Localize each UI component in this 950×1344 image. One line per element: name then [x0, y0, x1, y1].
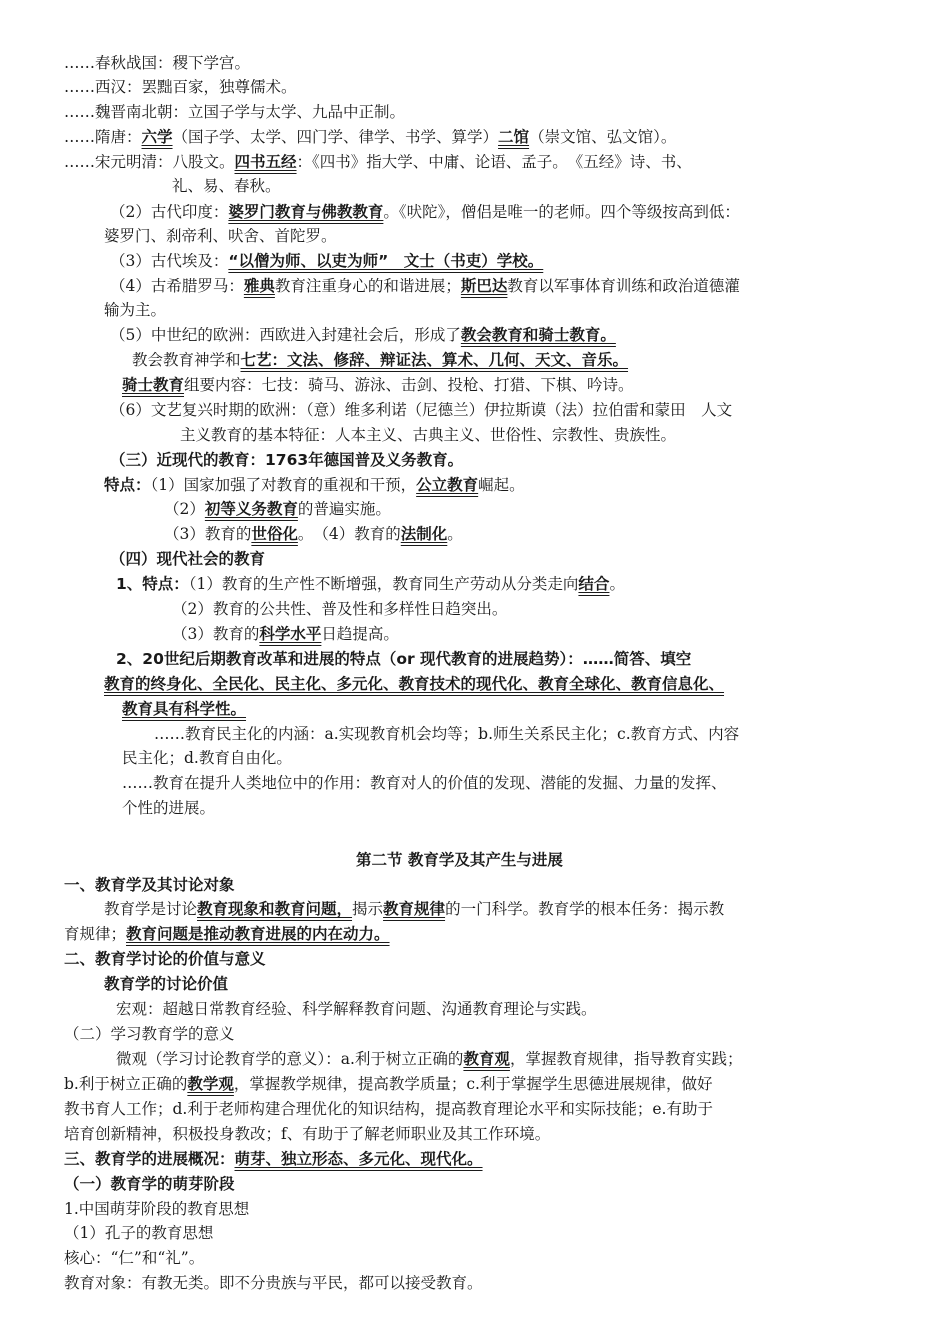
- text-line: 教书育人工作；d.利于老师构建合理优化的知识结构，提高教育理论水平和实际技能；e.有助于: [64, 1100, 713, 1118]
- emphasis: 雅典: [243, 277, 275, 295]
- text-span: 教育注重身心的和谐进展；: [274, 277, 461, 295]
- emphasis: “以僧为师、以吏为师” 文士（书吏）学校。: [228, 252, 544, 270]
- text-span: 教育以军事体育训练和政治道德灌: [507, 277, 740, 295]
- text-line: ……西汉：罢黜百家，独尊儒术。: [64, 78, 297, 96]
- text-span: （2）: [164, 500, 205, 518]
- text-line: 输为主。: [104, 301, 167, 319]
- text-span: 育规律；: [64, 925, 127, 943]
- emphasis: 公立教育: [416, 476, 479, 494]
- text-line: [110, 275, 740, 297]
- text-line: [64, 923, 390, 945]
- text-line: 宏观：超越日常教育经验、科学解释教育问题、沟通教育理论与实践。: [116, 1000, 597, 1018]
- emphasis: 教育规律: [383, 900, 446, 918]
- text-line: 主义教育的基本特征：人本主义、古典主义、世俗性、宗教性、贵族性。: [180, 426, 677, 444]
- emphasis: 教学观: [187, 1075, 234, 1093]
- text-line: 核心：“仁”和“礼”。: [64, 1249, 205, 1267]
- text-span: 。: [609, 575, 625, 593]
- text-span: （5）中世纪的欧洲：西欧进入封建社会后，形成了: [110, 326, 461, 344]
- text-line: [172, 623, 399, 645]
- text-line: 1.中国萌芽阶段的教育思想: [64, 1200, 250, 1218]
- emphasis: 教育问题是推动教育进展的内在动力。: [126, 925, 390, 943]
- emphasis: 骑士教育: [122, 376, 185, 394]
- emphasis: 婆罗门教育与佛教教育: [228, 203, 384, 221]
- text-line: [64, 151, 692, 173]
- text-line: [132, 349, 628, 371]
- text-line: 个性的进展。: [122, 799, 216, 817]
- text-span: 揭示: [352, 900, 384, 918]
- text-span: （1）教育的生产性不断增强，教育同生产劳动从分类走向: [188, 575, 579, 593]
- emphasis: 二馆: [498, 128, 530, 146]
- subsection-heading: （二）学习教育学的意义: [64, 1025, 235, 1043]
- emphasis: 七艺：文法、修辞、辩证法、算术、几何、天文、音乐。: [240, 351, 629, 369]
- emphasis: 法制化: [400, 525, 448, 543]
- section-heading: （四）现代社会的教育: [110, 550, 266, 568]
- text-span: ，掌握教学规律，提高教学质量；c.利于掌握学生思德进展规律，做好: [233, 1075, 713, 1093]
- emphasis: 萌芽、独立形态、多元化、现代化。: [234, 1150, 483, 1168]
- text-span: （4）古希腊罗马：: [110, 277, 244, 295]
- text-line: [116, 1048, 742, 1070]
- emphasis: 初等义务教育: [204, 500, 298, 518]
- section-heading: 一、教育学及其讨论对象: [64, 876, 235, 894]
- emphasis: 教育现象和教育问题，: [197, 900, 353, 918]
- text-span: 的普遍实施。: [297, 500, 391, 518]
- text-span: 。: [447, 525, 463, 543]
- text-span: 的一门科学。教育学的根本任务：揭示教: [445, 900, 725, 918]
- text-span: （3）古代埃及：: [110, 252, 229, 270]
- text-line: ……教育在提升人类地位中的作用：教育对人的价值的发现、潜能的发掘、力量的发挥、: [122, 774, 727, 792]
- text-line: （2）教育的公共性、普及性和多样性日趋突出。: [172, 600, 508, 618]
- text-span: （国子学、太学、四门学、律学、书学、算学）: [172, 128, 499, 146]
- text-span: 组要内容：七技：骑马、游泳、击剑、投枪、打猎、下棋、吟诗。: [184, 376, 634, 394]
- text-span: 。 （4）教育的: [297, 525, 401, 543]
- section-heading: 2、20世纪后期教育改革和进展的特点（or 现代教育的进展趋势）：……简答、填空: [116, 650, 692, 668]
- text-span: ：《四书》指大学、中庸、论语、孟子。 《五经》诗、书、: [296, 153, 692, 171]
- text-line: （6）文艺复兴时期的欧洲：（意）维多利诺（尼德兰）伊拉斯谟（法）拉伯雷和蒙田 人文: [110, 401, 733, 419]
- text-line: [64, 126, 676, 148]
- text-line: 婆罗门、刹帝利、吠舍、首陀罗。: [104, 227, 337, 245]
- emphasis: 斯巴达: [460, 277, 508, 295]
- text-span: 三、教育学的进展概况：: [64, 1150, 235, 1168]
- emphasis: 教育观: [463, 1050, 510, 1068]
- text-span: 教育学是讨论: [104, 900, 198, 918]
- section-heading: [64, 1148, 483, 1170]
- text-line: [104, 474, 525, 496]
- text-line: 礼、易、春秋。: [172, 177, 281, 195]
- text-line: （1）孔子的教育思想: [64, 1224, 214, 1242]
- label: 1、特点：: [116, 575, 189, 593]
- text-span: 微观（学习讨论教育学的意义）：a.利于树立正确的: [116, 1050, 464, 1068]
- emphasis: 教会教育和骑士教育。: [460, 326, 616, 344]
- text-span: （3）教育的: [164, 525, 252, 543]
- emphasis: 结合: [578, 575, 610, 593]
- text-line: ……魏晋南北朝：立国子学与太学、九品中正制。: [64, 103, 406, 121]
- text-line: [64, 1073, 713, 1095]
- text-line: [164, 498, 391, 520]
- section-heading: （三）近现代的教育：1763年德国普及义务教育。: [110, 451, 464, 469]
- emphasis: 科学水平: [259, 625, 322, 643]
- text-line: [116, 573, 625, 595]
- emphasis: 四书五经: [234, 153, 297, 171]
- subsection-heading: 教育学的讨论价值: [104, 975, 229, 993]
- text-span: 教会教育神学和: [132, 351, 241, 369]
- text-span: （崇文馆、弘文馆）。: [529, 128, 677, 146]
- subsection-heading: （一）教育学的萌芽阶段: [64, 1175, 235, 1193]
- emphasis-line: 教育具有科学性。: [122, 700, 247, 718]
- text-span: （2）古代印度：: [110, 203, 229, 221]
- text-line: 培育创新精神，积极投身教改；f、有助于了解老师职业及其工作环境。: [64, 1125, 551, 1143]
- text-line: 民主化；d.教育自由化。: [122, 749, 292, 767]
- emphasis-line: 教育的终身化、全民化、民主化、多元化、教育技术的现代化、教育全球化、教育信息化、: [104, 675, 725, 693]
- text-span: 日趋提高。: [321, 625, 399, 643]
- text-span: （1）国家加强了对教育的重视和干预，: [150, 476, 417, 494]
- text-span: ……宋元明清：八股文。: [64, 153, 235, 171]
- text-line: [110, 201, 740, 223]
- text-line: [110, 250, 543, 272]
- text-span: 崛起。: [478, 476, 525, 494]
- emphasis: 六学: [141, 128, 173, 146]
- text-span: ……隋唐：: [64, 128, 142, 146]
- text-span: 。《吠陀》，僧侣是唯一的老师。四个等级按高到低：: [383, 203, 740, 221]
- text-span: b.利于树立正确的: [64, 1075, 188, 1093]
- emphasis: 世俗化: [251, 525, 298, 543]
- label: 特点：: [104, 476, 151, 494]
- text-span: ，掌握教育规律，指导教育实践；: [509, 1050, 743, 1068]
- section-heading: 二、教育学讨论的价值与意义: [64, 950, 266, 968]
- chapter-title: 第二节 教育学及其产生与进展: [356, 851, 563, 869]
- text-span: （3）教育的: [172, 625, 260, 643]
- text-line: ……春秋战国：稷下学宫。: [64, 54, 251, 72]
- text-line: ……教育民主化的内涵：a.实现教育机会均等；b.师生关系民主化；c.教育方式、内容: [154, 725, 740, 743]
- text-line: [104, 898, 724, 920]
- text-line: 教育对象：有教无类。即不分贵族与平民，都可以接受教育。: [64, 1274, 483, 1292]
- text-line: [110, 324, 616, 346]
- text-line: [164, 523, 463, 545]
- text-line: [122, 374, 634, 396]
